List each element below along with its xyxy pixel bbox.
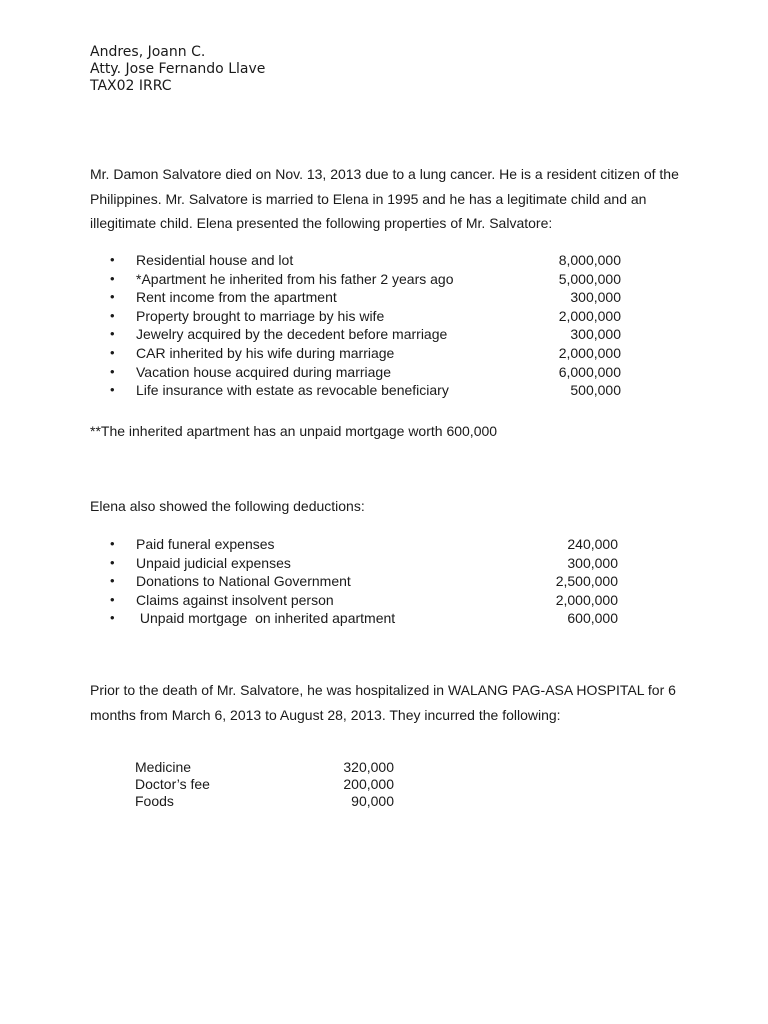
item-label: Donations to National Government bbox=[136, 573, 351, 590]
instructor-name: Atty. Jose Fernando Llave bbox=[90, 61, 266, 77]
item-amount: 2,000,000 bbox=[558, 307, 621, 324]
bullet-icon: • bbox=[110, 326, 115, 342]
course-code: TAX02 IRRC bbox=[90, 78, 172, 94]
item-amount: 300,000 bbox=[567, 554, 618, 571]
item-amount: 2,500,000 bbox=[555, 573, 618, 590]
bullet-icon: • bbox=[110, 382, 115, 398]
item-amount: 2,000,000 bbox=[555, 591, 618, 608]
item-amount: 300,000 bbox=[570, 326, 621, 343]
item-label: CAR inherited by his wife during marriage bbox=[136, 344, 395, 361]
bullet-icon: • bbox=[110, 252, 115, 267]
item-amount: 90,000 bbox=[351, 793, 394, 809]
item-label: Rent income from the apartment bbox=[136, 289, 337, 306]
item-label: Doctor’s fee bbox=[135, 776, 210, 792]
item-amount: 6,000,000 bbox=[558, 363, 621, 380]
mortgage-note: **The inherited apartment has an unpaid mortgage worth 600,000 bbox=[90, 423, 498, 439]
item-amount: 200,000 bbox=[343, 776, 394, 792]
item-label: Life insurance with estate as revocable beneficiary bbox=[136, 382, 449, 399]
item-label: Unpaid mortgage on inherited apartment bbox=[136, 610, 396, 627]
author-name: Andres, Joann C. bbox=[90, 44, 206, 60]
item-label: Jewelry acquired by the decedent before marriage bbox=[136, 326, 448, 343]
item-label: Medicine bbox=[135, 759, 192, 775]
item-label: Residential house and lot bbox=[136, 252, 294, 268]
item-amount: 500,000 bbox=[570, 382, 621, 399]
bullet-icon: • bbox=[110, 307, 115, 323]
item-label: Claims against insolvent person bbox=[136, 591, 334, 608]
intro-paragraph: Mr. Damon Salvatore died on Nov. 13, 2013 due to a lung cancer. He is a resident citizen of the Philippines. Mr. Salvatore is married to Elena in 1995 and he has a legitimate child and an illegitimate child. Elena presented the following properties of Mr. Salvatore: bbox=[90, 166, 679, 231]
item-amount: 8,000,000 bbox=[558, 252, 621, 268]
hospital-paragraph: Prior to the death of Mr. Salvatore, he was hospitalized in WALANG PAG-ASA HOSPITAL for 6 months from March 6, 2013 to August 28, 2013. They incurred the following: bbox=[90, 682, 676, 723]
item-amount: 240,000 bbox=[567, 536, 618, 552]
item-label: Vacation house acquired during marriage bbox=[136, 363, 392, 380]
item-label: Unpaid judicial expenses bbox=[136, 554, 291, 571]
item-amount: 2,000,000 bbox=[558, 344, 621, 361]
bullet-icon: • bbox=[110, 270, 115, 286]
item-amount: 300,000 bbox=[570, 289, 621, 306]
deductions-intro: Elena also showed the following deductions: bbox=[90, 498, 365, 514]
bullet-icon: • bbox=[110, 536, 115, 551]
bullet-icon: • bbox=[110, 610, 115, 626]
bullet-icon: • bbox=[110, 591, 115, 607]
item-label: Property brought to marriage by his wife bbox=[136, 307, 385, 324]
item-label: Foods bbox=[135, 793, 174, 809]
document-header bbox=[90, 44, 265, 95]
item-amount: 320,000 bbox=[343, 759, 394, 775]
item-label: Paid funeral expenses bbox=[136, 536, 275, 552]
bullet-icon: • bbox=[110, 289, 115, 305]
item-label: *Apartment he inherited from his father 2 years ago bbox=[136, 270, 454, 287]
bullet-icon: • bbox=[110, 363, 115, 379]
item-amount: 5,000,000 bbox=[558, 270, 621, 287]
bullet-icon: • bbox=[110, 554, 115, 570]
bullet-icon: • bbox=[110, 344, 115, 360]
item-amount: 600,000 bbox=[567, 610, 618, 627]
bullet-icon: • bbox=[110, 573, 115, 589]
